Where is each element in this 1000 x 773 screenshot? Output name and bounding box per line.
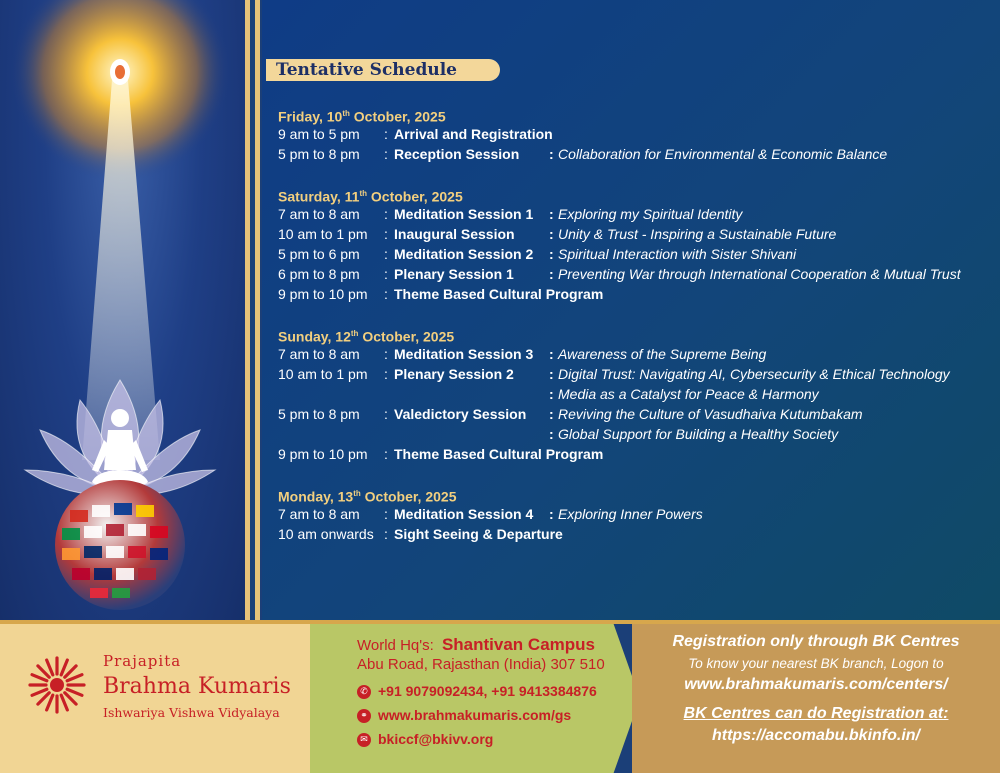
row-sep2: :: [549, 226, 554, 242]
row-time: 7 am to 8 am: [278, 506, 360, 522]
schedule-row: [278, 144, 993, 164]
schedule-heading-banner: [266, 59, 500, 81]
day-title: [278, 184, 993, 204]
row-sep1: :: [384, 366, 388, 382]
day-title-suffix: October, 2025: [360, 488, 457, 505]
row-sep1: :: [384, 506, 388, 522]
centers-link[interactable]: www.brahmakumaris.com/centers/: [684, 676, 948, 693]
row-session: Meditation Session 1: [394, 206, 534, 222]
schedule-row: [278, 204, 993, 224]
row-topic: Reviving the Culture of Vasudhaiva Kutumbakam: [558, 406, 863, 422]
row-sep1: :: [384, 406, 388, 422]
day-title-sup: th: [350, 329, 359, 338]
row-sep2: :: [549, 146, 554, 162]
row-time: 7 am to 8 am: [278, 346, 360, 362]
row-sep1: :: [384, 226, 388, 242]
row-topic: Spiritual Interaction with Sister Shivani: [558, 246, 797, 262]
registration-line-4: BK Centres can do Registration at:: [683, 705, 949, 722]
day-block: [278, 324, 993, 464]
divider: [245, 0, 250, 620]
row-time: 6 pm to 8 pm: [278, 266, 360, 282]
row-session: Reception Session: [394, 146, 520, 162]
row-time: 7 am to 8 am: [278, 206, 360, 222]
row-sep1: :: [384, 126, 388, 142]
schedule-list: [278, 104, 993, 564]
day-title-sup: th: [359, 189, 368, 198]
row-session: Plenary Session 2: [394, 366, 514, 382]
day-title-prefix: Saturday, 11: [278, 188, 360, 205]
brand-logo-icon: [27, 655, 87, 715]
row-session: Theme Based Cultural Program: [394, 286, 604, 302]
meditation-illustration: [0, 0, 245, 620]
hq-name: Shantivan Campus: [441, 635, 595, 654]
row-topic: Global Support for Building a Healthy Society: [558, 426, 839, 442]
schedule-row: [278, 444, 993, 464]
email-link[interactable]: bkiccf@bkivv.org: [378, 731, 494, 747]
day-title-suffix: October, 2025: [367, 188, 463, 205]
schedule-row: [278, 524, 993, 544]
schedule-row: [278, 384, 993, 404]
row-sep1: :: [384, 346, 388, 362]
row-session: Plenary Session 1: [394, 266, 514, 282]
row-session: Meditation Session 3: [394, 346, 534, 362]
row-sep1: :: [384, 526, 388, 542]
day-title-prefix: Friday, 10: [278, 108, 343, 125]
row-sep2: :: [549, 346, 554, 362]
row-time: 10 am to 1 pm: [278, 226, 368, 242]
day-title-suffix: October, 2025: [349, 108, 446, 125]
row-topic: Exploring my Spiritual Identity: [558, 206, 743, 222]
row-time: 9 pm to 10 pm: [278, 446, 368, 462]
website-link[interactable]: www.brahmakumaris.com/gs: [378, 707, 572, 723]
row-sep1: :: [384, 146, 388, 162]
day-block: [278, 104, 993, 164]
schedule-row: [278, 124, 993, 144]
day-title: [278, 104, 993, 124]
row-session: Sight Seeing & Departure: [394, 526, 563, 542]
registration-link[interactable]: https://accomabu.bkinfo.in/: [711, 727, 920, 744]
brand-line-1: Prajapita: [103, 652, 182, 670]
schedule-row: [278, 404, 993, 424]
row-sep2: :: [549, 266, 554, 282]
brand-line-2: Brahma Kumaris: [103, 674, 291, 699]
day-title: [278, 484, 993, 504]
row-sep2: :: [549, 246, 554, 262]
row-time: 5 pm to 8 pm: [278, 406, 360, 422]
schedule-row: [278, 264, 993, 284]
day-block: [278, 184, 993, 304]
row-topic: Unity & Trust - Inspiring a Sustainable Future: [558, 226, 837, 242]
day-title-sup: th: [342, 109, 350, 118]
divider: [255, 0, 260, 620]
row-topic: Digital Trust: Navigating AI, Cybersecurity & Ethical Technology: [558, 366, 950, 382]
day-title-suffix: October, 2025: [358, 328, 455, 345]
schedule-row: [278, 504, 993, 524]
schedule-row: [278, 224, 993, 244]
phone-numbers: +91 9079092434, +91 9413384876: [378, 683, 597, 699]
day-title: [278, 324, 993, 344]
row-sep2: :: [549, 426, 554, 442]
schedule-row: [278, 364, 993, 384]
row-sep2: :: [549, 406, 554, 422]
row-session: Arrival and Registration: [394, 126, 553, 142]
row-sep1: :: [384, 266, 388, 282]
row-sep2: :: [549, 506, 554, 522]
page-title: Tentative Schedule: [276, 60, 457, 80]
row-topic: Awareness of the Supreme Being: [558, 346, 767, 362]
row-sep2: :: [549, 386, 554, 402]
day-title-sup: th: [353, 489, 361, 498]
row-session: Theme Based Cultural Program: [394, 446, 604, 462]
row-sep1: :: [384, 246, 388, 262]
row-time: 10 am onwards: [278, 526, 374, 542]
row-sep1: :: [384, 206, 388, 222]
row-time: 9 pm to 10 pm: [278, 286, 368, 302]
day-block: [278, 484, 993, 544]
phone-icon: ✆: [357, 685, 371, 699]
row-session: Inaugural Session: [394, 226, 515, 242]
row-topic: Media as a Catalyst for Peace & Harmony: [558, 386, 819, 402]
row-sep1: :: [384, 286, 388, 302]
schedule-row: [278, 424, 993, 444]
row-session: Valedictory Session: [394, 406, 527, 422]
row-topic: Preventing War through International Cooperation & Mutual Trust: [558, 266, 961, 282]
row-sep2: :: [549, 206, 554, 222]
row-time: 10 am to 1 pm: [278, 366, 368, 382]
schedule-row: [278, 284, 993, 304]
row-topic: Collaboration for Environmental & Economic Balance: [558, 146, 888, 162]
row-session: Meditation Session 2: [394, 246, 534, 262]
hq-label: World Hq's:: [357, 637, 434, 654]
row-sep1: :: [384, 446, 388, 462]
web-icon: ⚭: [357, 709, 371, 723]
row-time: 5 pm to 6 pm: [278, 246, 360, 262]
registration-line-1: Registration only through BK Centres: [672, 633, 960, 650]
row-topic: Exploring Inner Powers: [558, 506, 703, 522]
row-session: Meditation Session 4: [394, 506, 534, 522]
day-title-prefix: Sunday, 12: [278, 328, 351, 345]
registration-line-2: To know your nearest BK branch, Logon to: [688, 656, 944, 671]
schedule-row: [278, 244, 993, 264]
row-time: 5 pm to 8 pm: [278, 146, 360, 162]
email-icon: ✉: [357, 733, 371, 747]
brand-line-3: Ishwariya Vishwa Vidyalaya: [103, 705, 280, 720]
day-title-prefix: Monday, 13: [278, 488, 354, 505]
row-time: 9 am to 5 pm: [278, 126, 360, 142]
row-sep2: :: [549, 366, 554, 382]
schedule-row: [278, 344, 993, 364]
hq-address: Abu Road, Rajasthan (India) 307 510: [357, 656, 605, 673]
